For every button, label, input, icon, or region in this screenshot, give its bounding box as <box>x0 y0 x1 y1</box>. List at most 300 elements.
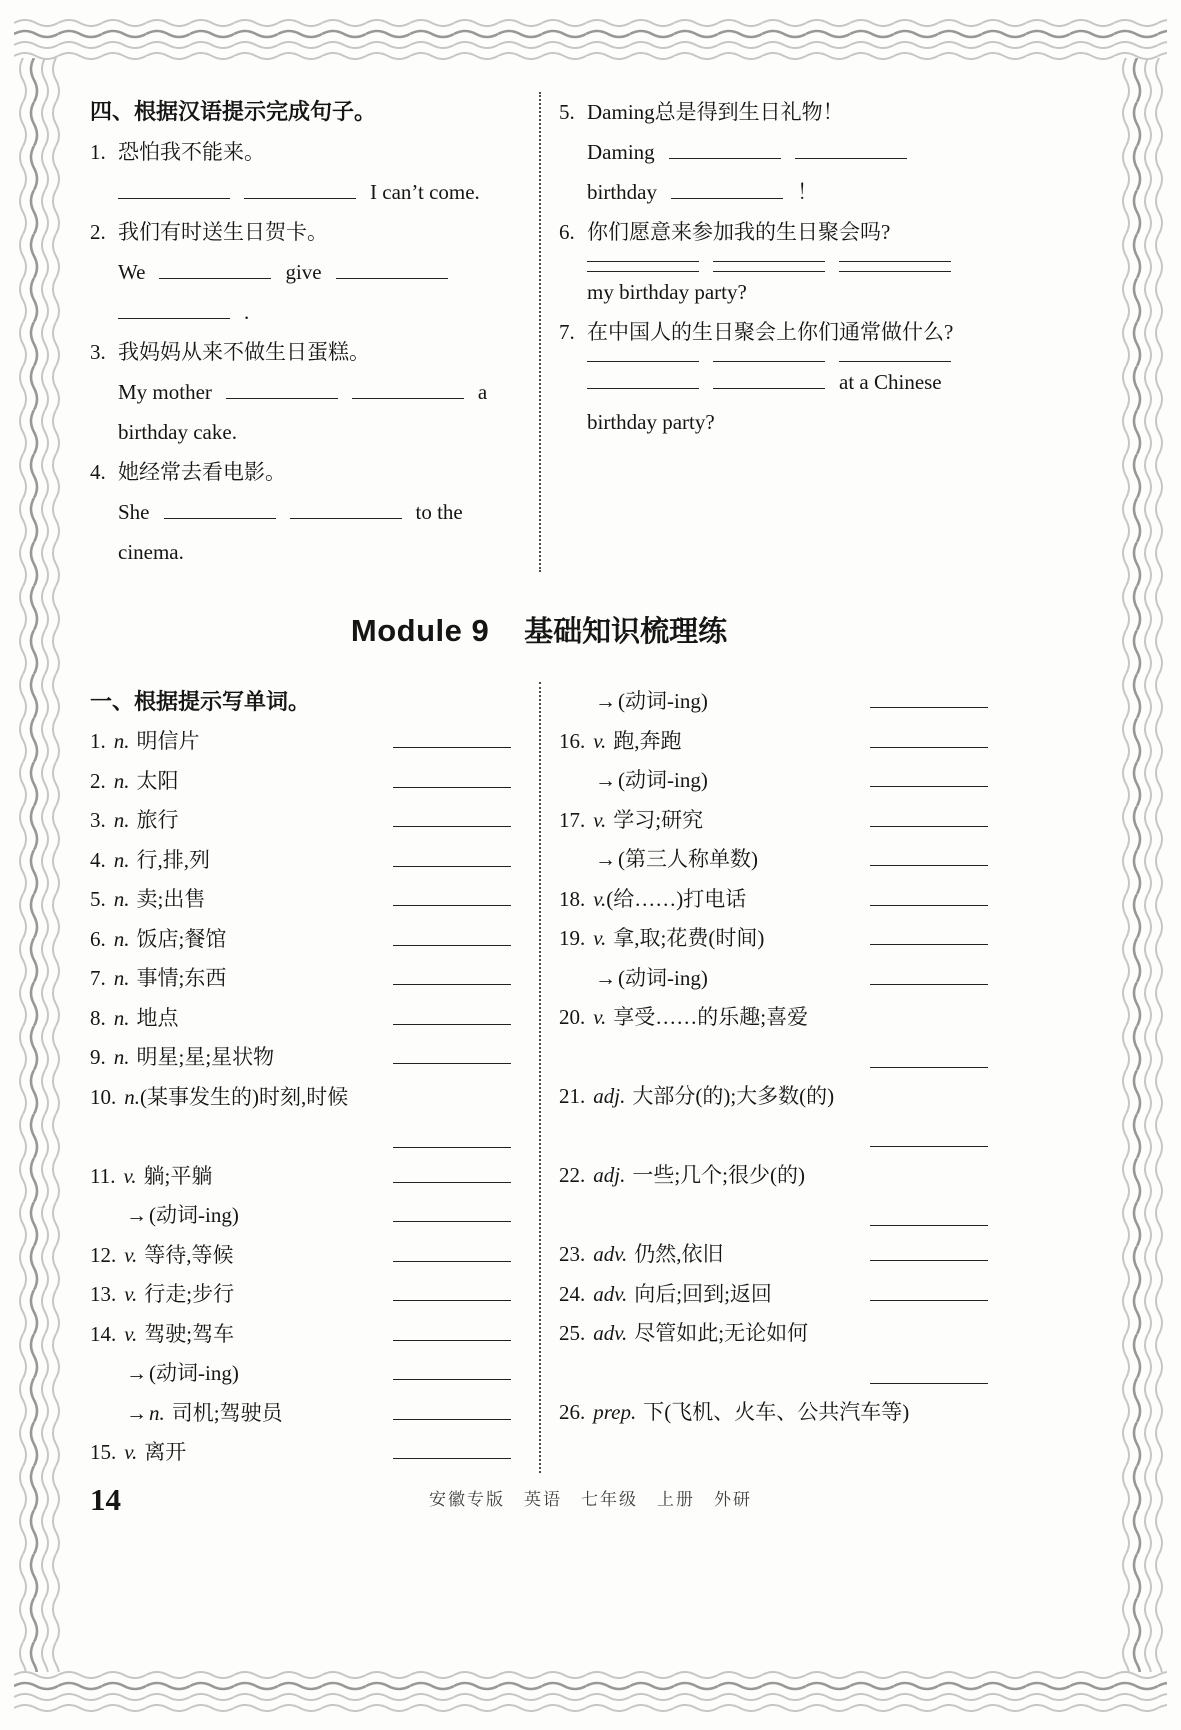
item-number: 23. <box>559 1242 586 1266</box>
answer-text: Daming <box>587 140 655 164</box>
word-item <box>90 1433 511 1473</box>
page-number: 14 <box>90 1482 121 1517</box>
item-number: 7. <box>90 966 106 990</box>
part-of-speech: adj. <box>593 1163 626 1187</box>
word-text <box>90 920 226 960</box>
answer-blank <box>839 252 951 262</box>
sentence-prompt-row <box>559 312 988 352</box>
answer-blank <box>393 975 511 985</box>
arrow-icon: → <box>126 1361 147 1385</box>
item-number: 1. <box>90 140 106 164</box>
word-text <box>559 722 682 762</box>
part-of-speech: n. <box>113 847 130 872</box>
item-number: 2. <box>90 220 106 244</box>
section-four-right-column <box>539 92 988 572</box>
part-of-speech: prep. <box>593 1400 637 1424</box>
part-of-speech: n. <box>113 729 130 753</box>
section-four-columns <box>90 92 988 572</box>
word-text <box>559 998 808 1038</box>
answer-line <box>587 262 988 272</box>
word-item <box>559 1314 988 1354</box>
word-text <box>559 1156 805 1196</box>
answer-blank <box>870 777 988 787</box>
answer-blank <box>870 1058 988 1068</box>
word-text <box>90 959 226 999</box>
arrow-icon: → <box>595 768 616 792</box>
word-text <box>90 1078 348 1118</box>
answer-blank <box>587 352 699 362</box>
word-hint: 下(飞机、火车、公共汽车等) <box>643 1400 910 1424</box>
sentence-prompt: 恐怕我不能来。 <box>118 140 265 164</box>
word-text <box>90 762 179 802</box>
word-hint: 学习;研究 <box>613 807 704 832</box>
arrow-icon: → <box>126 1400 147 1425</box>
answer-text: cinema. <box>118 540 184 564</box>
part-of-speech: v. <box>593 1005 607 1029</box>
part-of-speech: v. <box>593 728 607 753</box>
answer-blank <box>669 149 781 159</box>
item-number: 5. <box>559 100 575 124</box>
word-text <box>559 761 708 801</box>
item-number: 21. <box>559 1084 586 1108</box>
part-of-speech: adv. <box>593 1242 628 1266</box>
word-item <box>90 920 511 960</box>
answer-blank <box>393 1331 511 1341</box>
sentence-prompt: 我妈妈从来不做生日蛋糕。 <box>118 340 370 364</box>
answer-blank-row <box>559 1354 988 1394</box>
module-heading <box>90 610 988 652</box>
footer-edition-text: 安徽专版 英语 七年级 上册 外研 <box>429 1490 752 1509</box>
word-hint: 事情;东西 <box>136 966 227 990</box>
answer-line <box>587 362 988 402</box>
item-number: 2. <box>90 768 106 793</box>
answer-blank <box>870 698 988 708</box>
answer-blank <box>118 309 230 319</box>
word-hint: (给……)打电话 <box>606 886 747 911</box>
word-item <box>90 841 511 881</box>
answer-blank <box>393 1410 511 1420</box>
wavy-border-top <box>14 16 1167 62</box>
part-of-speech: n. <box>113 926 130 951</box>
sentence-prompt: 她经常去看电影。 <box>118 460 286 484</box>
section-one-right-column <box>539 682 988 1473</box>
part-of-speech: n. <box>113 966 130 990</box>
sentence-item <box>559 312 988 442</box>
word-item <box>90 1157 511 1197</box>
sentence-item <box>559 212 988 312</box>
sentence-prompt-row <box>90 452 511 492</box>
answer-blank <box>393 1291 511 1301</box>
word-hint: (某事发生的)时刻,时候 <box>140 1084 349 1109</box>
word-hint: 行走;步行 <box>144 1282 235 1306</box>
answer-blank <box>870 856 988 866</box>
answer-blank <box>393 817 511 827</box>
module-heading-en: Module 9 <box>350 613 490 648</box>
sentence-list-left <box>90 132 511 572</box>
word-text <box>90 801 179 841</box>
word-hint: (第三人称单数) <box>618 847 758 871</box>
answer-blank <box>159 269 271 279</box>
item-number: 6. <box>559 220 575 244</box>
part-of-speech: n. <box>113 887 130 911</box>
word-hint: (动词-ing) <box>618 965 708 990</box>
word-hint: (动词-ing) <box>149 1203 239 1227</box>
answer-blank <box>870 896 988 906</box>
answer-line <box>587 352 988 362</box>
word-item <box>559 1275 988 1315</box>
answer-blank <box>671 189 783 199</box>
answer-blank <box>713 352 825 362</box>
word-text <box>559 1077 834 1117</box>
answer-text: birthday cake. <box>118 420 237 444</box>
sentence-prompt-row <box>559 92 988 132</box>
word-text <box>559 1235 724 1275</box>
item-number: 14. <box>90 1321 117 1346</box>
word-hint: 太阳 <box>136 768 179 793</box>
word-text <box>559 919 764 959</box>
answer-text: birthday party? <box>587 410 715 434</box>
item-number: 4. <box>90 847 106 872</box>
answer-blank <box>795 149 907 159</box>
answer-line <box>118 412 511 452</box>
word-item <box>559 682 988 722</box>
part-of-speech: adj. <box>593 1084 626 1108</box>
section-write-words <box>90 682 988 1473</box>
item-number: 3. <box>90 808 106 832</box>
answer-blank <box>870 1291 988 1301</box>
answer-line <box>118 292 511 332</box>
word-hint: 享受……的乐趣;喜爱 <box>613 1005 809 1029</box>
wavy-border-bottom <box>14 1668 1167 1714</box>
item-number: 3. <box>90 340 106 364</box>
item-number: 1. <box>90 729 106 753</box>
item-number: 12. <box>90 1242 117 1267</box>
answer-blank <box>870 1251 988 1261</box>
word-text <box>90 999 179 1039</box>
word-hint: (动词-ing) <box>618 768 708 792</box>
word-hint: 旅行 <box>136 808 179 832</box>
sentence-item <box>559 92 988 212</box>
word-hint: 行,排,列 <box>136 847 210 872</box>
word-hint: (动词-ing) <box>618 689 708 713</box>
section-one-title: 一、根据提示写单词。 <box>90 689 311 714</box>
item-number: 16. <box>559 728 586 753</box>
item-number: 17. <box>559 807 586 832</box>
word-item <box>559 959 988 999</box>
answer-text: a <box>477 380 488 404</box>
word-item <box>90 999 511 1039</box>
answer-blank <box>870 1137 988 1147</box>
sentence-prompt-row <box>559 212 988 252</box>
answer-text: She <box>118 500 150 524</box>
answer-line <box>118 532 511 572</box>
word-text <box>90 841 210 881</box>
part-of-speech: n. <box>124 1084 140 1109</box>
answer-blank <box>393 1138 511 1148</box>
sentence-prompt: 在中国人的生日聚会上你们通常做什么? <box>587 320 954 344</box>
answer-text: ！ <box>796 180 818 204</box>
word-text <box>559 880 746 920</box>
wavy-border-left <box>16 58 62 1672</box>
word-hint: 拿,取;花费(时间) <box>613 926 765 950</box>
item-number: 13. <box>90 1282 117 1306</box>
answer-blank <box>393 738 511 748</box>
answer-blank <box>393 1370 511 1380</box>
answer-text: . <box>244 300 250 324</box>
part-of-speech: n. <box>113 1005 130 1030</box>
answer-blank <box>244 189 356 199</box>
word-item <box>90 1315 511 1355</box>
answer-blank-row <box>559 1196 988 1236</box>
answer-blank <box>870 738 988 748</box>
word-item <box>559 1077 988 1117</box>
part-of-speech: v. <box>124 1242 138 1267</box>
section-four-title: 四、根据汉语提示完成句子。 <box>90 99 377 124</box>
word-item <box>90 801 511 841</box>
answer-blank <box>870 1216 988 1226</box>
answer-blank <box>226 389 338 399</box>
answer-text: My mother <box>118 380 212 404</box>
word-text <box>90 1354 239 1394</box>
answer-blank-row <box>559 1038 988 1078</box>
item-number: 22. <box>559 1163 586 1187</box>
sentence-list-right <box>559 92 988 442</box>
word-hint: 明信片 <box>136 729 200 753</box>
part-of-speech: adv. <box>593 1281 628 1306</box>
word-text <box>559 1314 808 1354</box>
word-hint: 驾驶;驾车 <box>144 1321 235 1346</box>
item-number: 5. <box>90 887 106 911</box>
answer-blank <box>713 379 825 389</box>
answer-blank <box>393 1054 511 1064</box>
page-footer <box>0 1480 1181 1524</box>
item-number: 8. <box>90 1005 106 1030</box>
section-one-columns <box>90 682 988 1473</box>
arrow-icon: → <box>126 1203 147 1227</box>
answer-blank <box>393 1449 511 1459</box>
answer-line <box>587 402 988 442</box>
answer-blank <box>393 936 511 946</box>
word-hint: 饭店;餐馆 <box>136 926 227 951</box>
answer-text: at a Chinese <box>839 370 942 394</box>
item-number: 18. <box>559 886 586 911</box>
word-hint: 离开 <box>144 1440 187 1464</box>
item-number: 24. <box>559 1281 586 1306</box>
word-hint: 尽管如此;无论如何 <box>634 1321 809 1345</box>
word-hint: 一些;几个;很少(的) <box>632 1163 805 1187</box>
answer-text: my birthday party? <box>587 280 747 304</box>
word-item <box>559 880 988 920</box>
section-four-left-column <box>90 92 539 572</box>
part-of-speech: n. <box>113 1045 130 1069</box>
word-item <box>90 880 511 920</box>
answer-blank <box>336 269 448 279</box>
part-of-speech: v. <box>593 926 607 950</box>
word-text <box>559 801 703 841</box>
word-item <box>90 959 511 999</box>
answer-text: to the <box>415 500 463 524</box>
answer-blank <box>587 379 699 389</box>
wavy-border-right <box>1119 58 1165 1672</box>
arrow-icon: → <box>595 847 616 871</box>
word-hint: 躺;平躺 <box>143 1163 213 1188</box>
word-item <box>90 722 511 762</box>
word-hint: 地点 <box>136 1005 179 1030</box>
word-hint: 向后;回到;返回 <box>634 1281 772 1306</box>
word-text <box>90 1275 234 1315</box>
module-heading-zh: 基础知识梳理练 <box>524 616 728 648</box>
answer-blank <box>393 896 511 906</box>
word-item <box>559 761 988 801</box>
item-number: 4. <box>90 460 106 484</box>
word-item <box>90 1078 511 1118</box>
word-text <box>559 959 708 999</box>
word-text <box>90 1315 234 1355</box>
answer-blank <box>393 1212 511 1222</box>
answer-line <box>118 172 511 212</box>
answer-blank <box>870 1374 988 1384</box>
item-number: 6. <box>90 926 106 951</box>
word-text <box>90 1394 283 1434</box>
part-of-speech: n. <box>113 768 130 793</box>
answer-line <box>118 372 511 412</box>
section-complete-sentences <box>90 92 988 572</box>
item-number: 15. <box>90 1440 117 1464</box>
item-number: 25. <box>559 1321 586 1345</box>
page-content <box>90 92 988 1473</box>
answer-blank <box>713 262 825 272</box>
part-of-speech: v. <box>593 807 607 832</box>
section-one-left-column <box>90 682 539 1473</box>
word-hint: 卖;出售 <box>136 887 206 911</box>
word-item <box>559 998 988 1038</box>
word-text <box>90 880 205 920</box>
part-of-speech: v. <box>593 886 607 911</box>
word-text <box>90 722 200 762</box>
item-number: 19. <box>559 926 586 950</box>
word-item <box>559 801 988 841</box>
part-of-speech: adv. <box>593 1321 628 1345</box>
answer-blank <box>713 252 825 262</box>
part-of-speech: v. <box>124 1321 138 1346</box>
word-text <box>90 1196 239 1236</box>
word-item <box>559 1393 988 1433</box>
part-of-speech: v. <box>123 1163 137 1188</box>
answer-blank <box>870 975 988 985</box>
answer-line <box>118 492 511 532</box>
word-text <box>90 1236 234 1276</box>
word-item <box>90 1196 511 1236</box>
item-number: 20. <box>559 1005 586 1029</box>
answer-blank <box>587 262 699 272</box>
answer-blank <box>870 935 988 945</box>
item-number: 7. <box>559 320 575 344</box>
part-of-speech: n. <box>149 1400 165 1425</box>
answer-line <box>587 272 988 312</box>
word-text <box>559 1393 909 1433</box>
answer-text: birthday <box>587 180 657 204</box>
word-item <box>90 762 511 802</box>
word-text <box>90 1433 186 1473</box>
answer-text: We <box>118 260 146 284</box>
word-hint: 等待,等候 <box>144 1242 234 1267</box>
part-of-speech: v. <box>124 1282 138 1306</box>
answer-blank-row <box>559 1117 988 1157</box>
answer-text: give <box>285 260 322 284</box>
answer-blank <box>290 509 402 519</box>
part-of-speech: n. <box>113 808 130 832</box>
answer-blank <box>393 1015 511 1025</box>
sentence-prompt: 我们有时送生日贺卡。 <box>118 220 328 244</box>
answer-blank <box>393 857 511 867</box>
answer-line <box>587 132 988 172</box>
item-number: 26. <box>559 1400 586 1424</box>
arrow-icon: → <box>595 965 616 990</box>
answer-line <box>587 252 988 262</box>
answer-text: I can’t come. <box>370 180 480 204</box>
word-text <box>559 840 758 880</box>
sentence-item <box>90 452 511 572</box>
sentence-prompt: Daming总是得到生日礼物！ <box>587 100 844 124</box>
answer-blank <box>393 1173 511 1183</box>
sentence-prompt-row <box>90 132 511 172</box>
sentence-item <box>90 332 511 452</box>
word-text <box>90 1038 274 1078</box>
answer-line <box>587 172 988 212</box>
answer-blank <box>870 817 988 827</box>
sentence-item <box>90 132 511 212</box>
answer-blank-row <box>90 1117 511 1157</box>
answer-blank <box>352 389 464 399</box>
word-hint: (动词-ing) <box>149 1361 239 1385</box>
word-hint: 司机;驾驶员 <box>171 1400 283 1425</box>
sentence-item <box>90 212 511 332</box>
answer-blank <box>393 1252 511 1262</box>
answer-blank <box>164 509 276 519</box>
word-item <box>90 1354 511 1394</box>
word-item <box>90 1236 511 1276</box>
word-list-left <box>90 722 511 1473</box>
word-item <box>90 1275 511 1315</box>
word-item <box>559 840 988 880</box>
sentence-prompt-row <box>90 332 511 372</box>
word-hint: 跑,奔跑 <box>613 728 682 753</box>
item-number: 10. <box>90 1084 117 1109</box>
answer-blank <box>118 189 230 199</box>
answer-blank <box>839 352 951 362</box>
sentence-prompt-row <box>90 212 511 252</box>
word-item <box>559 1156 988 1196</box>
item-number: 9. <box>90 1045 106 1069</box>
word-item <box>90 1038 511 1078</box>
item-number: 11. <box>90 1163 116 1188</box>
word-hint: 大部分(的);大多数(的) <box>632 1084 835 1108</box>
word-item <box>90 1394 511 1434</box>
answer-blank <box>587 252 699 262</box>
word-list-right <box>559 682 988 1433</box>
word-hint: 明星;星;星状物 <box>136 1045 275 1069</box>
word-item <box>559 919 988 959</box>
word-item <box>559 1235 988 1275</box>
word-text <box>90 1157 212 1197</box>
sentence-prompt: 你们愿意来参加我的生日聚会吗? <box>587 220 891 244</box>
word-text <box>559 682 708 722</box>
arrow-icon: → <box>595 689 616 713</box>
answer-blank <box>393 778 511 788</box>
answer-blank <box>839 262 951 272</box>
answer-line <box>118 252 511 292</box>
part-of-speech: v. <box>124 1440 138 1464</box>
